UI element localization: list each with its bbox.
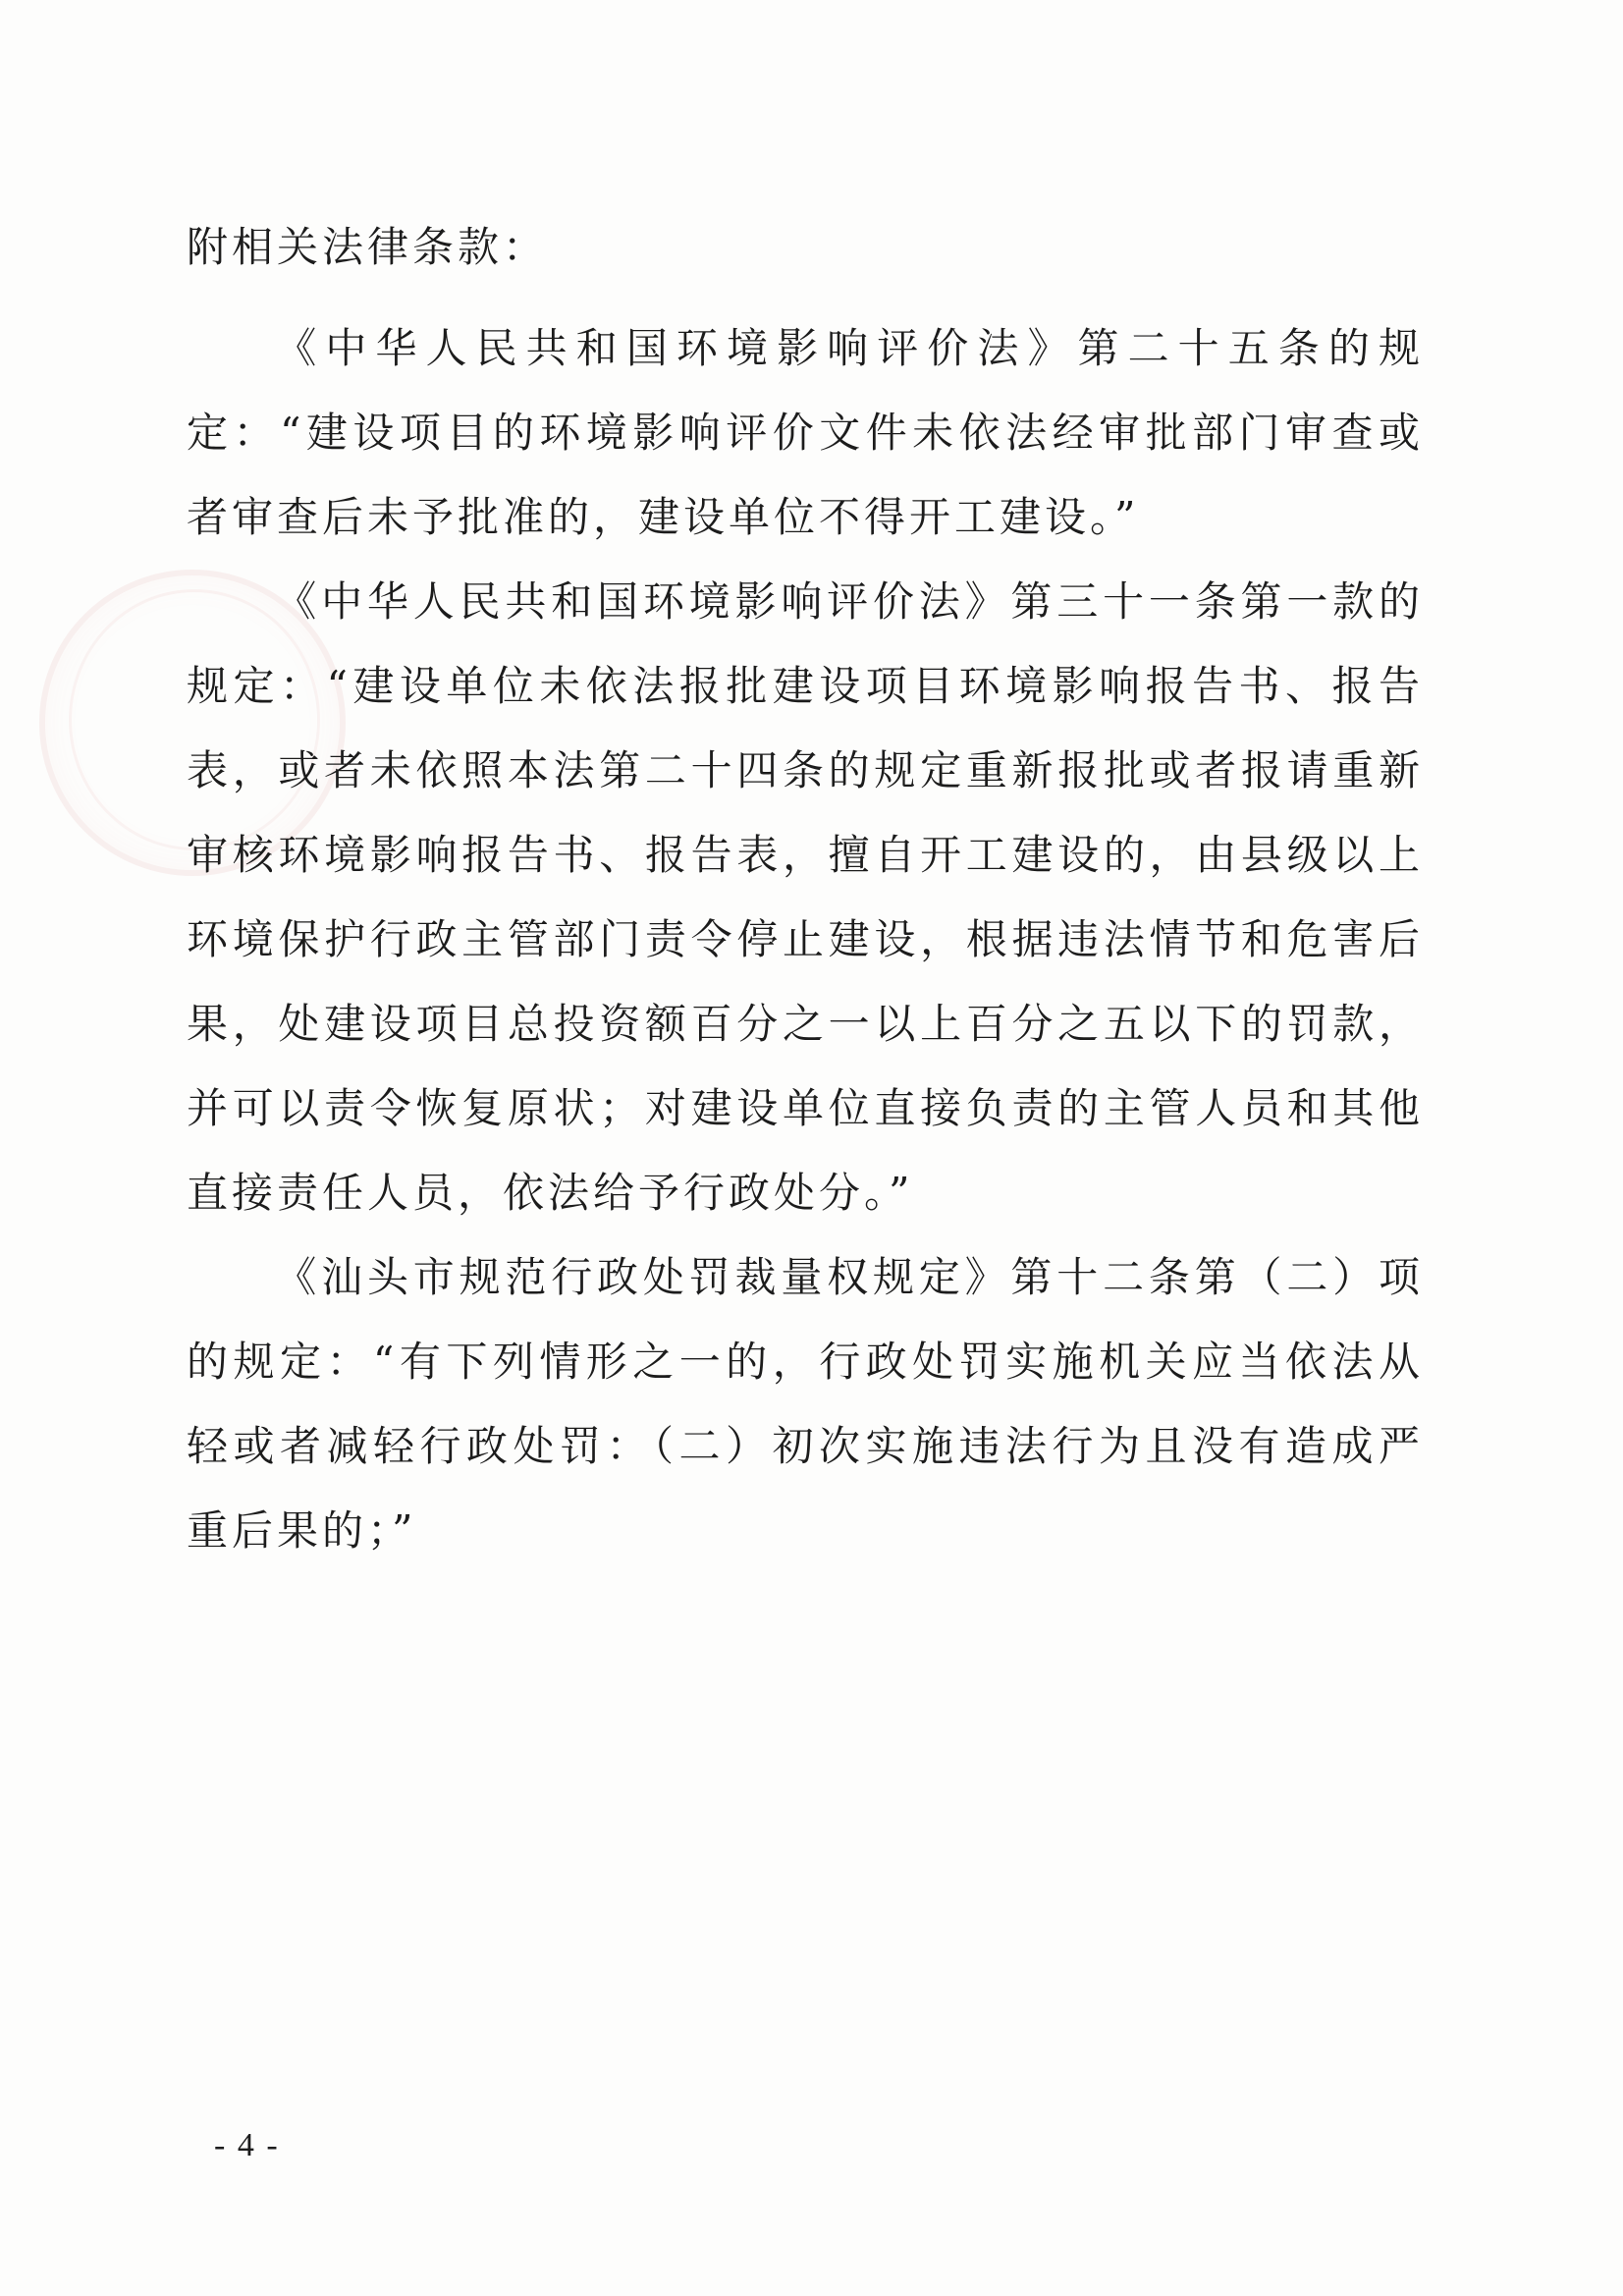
law-clause-paragraph: 《中华人民共和国环境影响评价法》第三十一条第一款的规定：“建设单位未依法报批建设项目环境影响报告书、报告表，或者未依照本法第二十四条的规定重新报批或者报请重新审核环境影响报告书、报告表，擅自开工建设的，由县级以上环境保护行政主管部门责令停止建设，根据违法情节和危害后果，处建设项目总投资额百分之一以上百分之五以下的罚款，并可以责令恢复原状；对建设单位直接负责的主管人员和其他直接责任人员，依法给予行政处分。” [187, 577, 1424, 1217]
law-clause-paragraph: 《中华人民共和国环境影响评价法》第二十五条的规定：“建设项目的环境影响评价文件未依法经审批部门审查或者审查后未予批准的，建设单位不得开工建设。” [187, 324, 1424, 541]
document-body [187, 218, 1424, 1573]
page-number: - 4 - [214, 2127, 280, 2163]
law-clause-paragraph: 《汕头市规范行政处罚裁量权规定》第十二条第（二）项的规定：“有下列情形之一的，行政处罚实施机关应当依法从轻或者减轻行政处罚：（二）初次实施违法行为且没有造成严重后果的；” [187, 1253, 1424, 1555]
attachment-heading: 附相关法律条款： [187, 223, 549, 271]
